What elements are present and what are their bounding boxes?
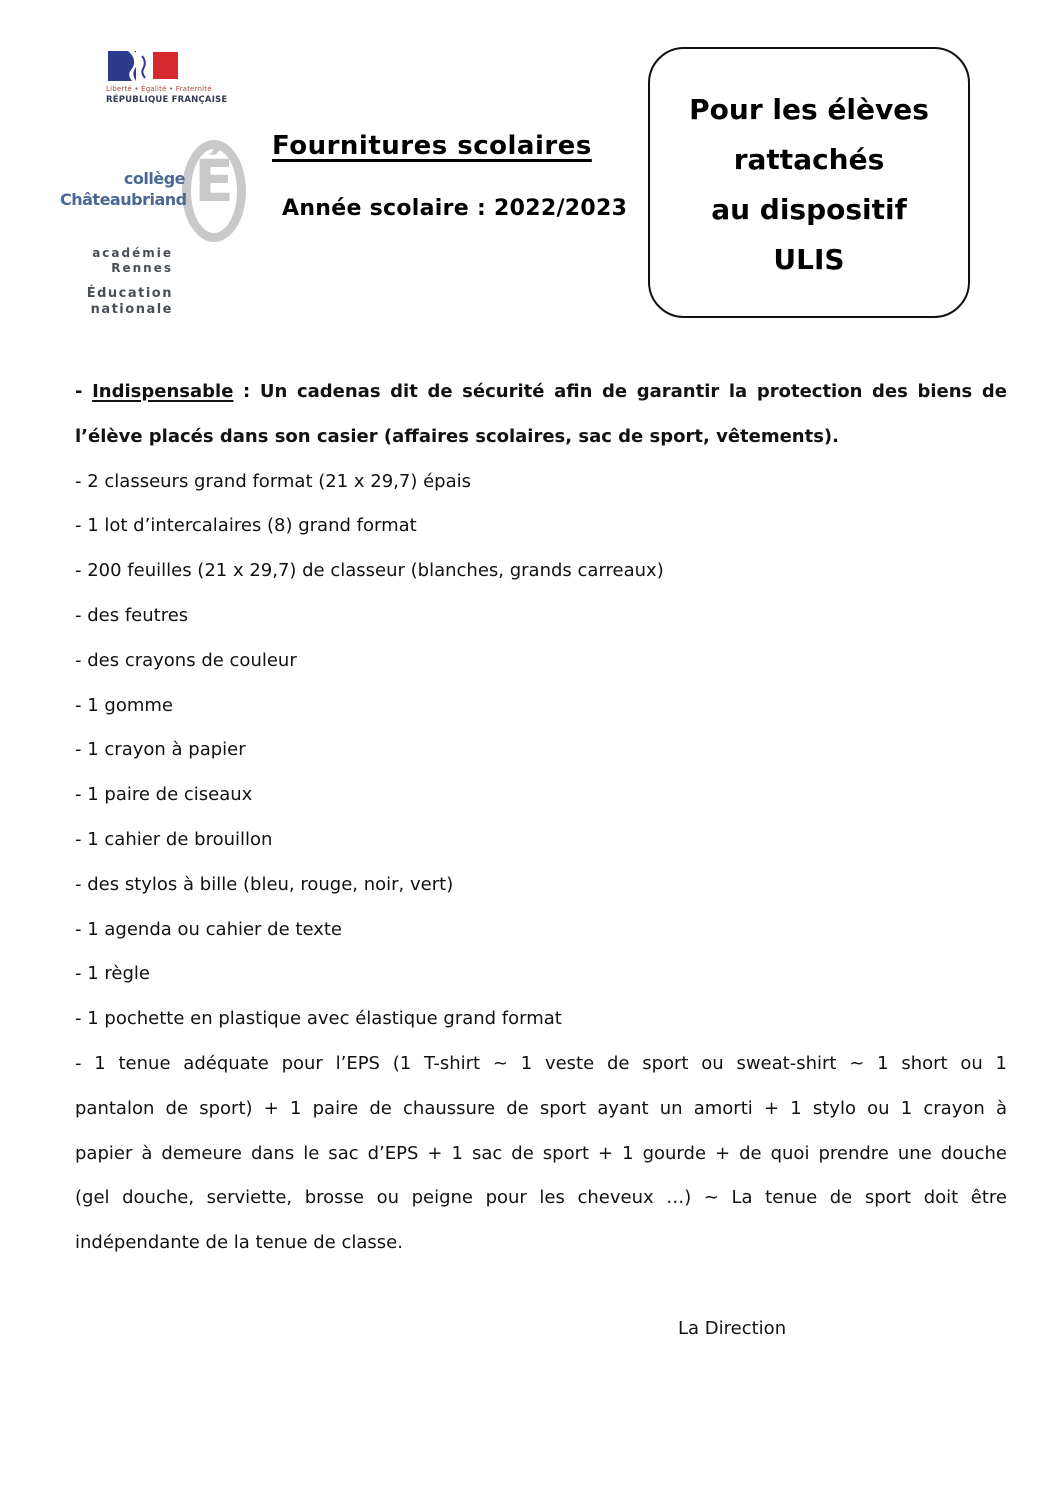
document-title: Fournitures scolaires <box>272 131 592 161</box>
ulis-notice-box <box>648 47 970 318</box>
college-name-line-2: Châteaubriand <box>60 190 187 209</box>
dash-prefix: - <box>75 381 93 402</box>
supply-list-item: - des crayons de couleur <box>75 649 297 671</box>
french-flag-icon <box>106 50 184 83</box>
supply-list-item: - 1 crayon à papier <box>75 739 246 761</box>
supply-list-item: - 1 gomme <box>75 694 173 716</box>
intro-line-2: l’élève placés dans son casier (affaires scolaires, sac de sport, vêtements). <box>75 425 839 447</box>
supply-list-item: - 1 paire de ciseaux <box>75 784 253 806</box>
supply-list-item: - 1 cahier de brouillon <box>75 828 273 850</box>
ulis-box-line-3: au dispositif <box>711 193 907 226</box>
academie-line-1: académie <box>92 246 173 260</box>
intro-keyword: Indispensable <box>92 381 234 402</box>
education-nationale-label <box>60 286 173 318</box>
republique-francaise-logo <box>106 50 228 105</box>
ministry-line-1: Éducation <box>86 286 173 301</box>
intro-line-1-rest: : Un cadenas dit de sécurité afin de garantir la protection des biens de <box>233 381 1007 402</box>
eps-paragraph-line: (gel douche, serviette, brosse ou peigne pour les cheveux …) ~ La tenue de sport doit être <box>75 1187 1007 1209</box>
supplies-list <box>75 370 1007 1266</box>
ulis-box-line-1: Pour les élèves <box>689 93 929 126</box>
supply-list-item: - des stylos à bille (bleu, rouge, noir, vert) <box>75 873 454 895</box>
supply-list-item: - des feutres <box>75 604 189 626</box>
eps-paragraph-line: indépendante de la tenue de classe. <box>75 1232 403 1254</box>
signature: La Direction <box>678 1318 787 1339</box>
eps-paragraph-line: - 1 tenue adéquate pour l’EPS (1 T-shirt ~ 1 veste de sport ou sweat-shirt ~ 1 short ou 1 <box>75 1052 1007 1074</box>
eps-paragraph-line: pantalon de sport) + 1 paire de chaussure de sport ayant un amorti + 1 stylo ou 1 crayon à <box>75 1097 1007 1119</box>
college-chateaubriand-logo <box>60 128 260 328</box>
supply-list-item: - 1 lot d’intercalaires (8) grand format <box>75 515 417 537</box>
academie-rennes-label <box>60 246 173 276</box>
marianne-profile-line <box>142 56 145 78</box>
supply-list-item: - 1 agenda ou cahier de texte <box>75 918 343 940</box>
college-name-line-1: collège <box>123 169 185 188</box>
ulis-box-line-4: ULIS <box>773 243 845 276</box>
school-year-subtitle: Année scolaire : 2022/2023 <box>282 196 628 221</box>
academie-e-watermark-letter: É <box>194 147 234 215</box>
liberte-egalite-fraternite-motto: Liberté • Égalité • Fraternité <box>106 85 212 93</box>
supply-list-item: - 1 règle <box>75 963 150 985</box>
supply-list-item: - 1 pochette en plastique avec élastique grand format <box>75 1008 562 1030</box>
intro-line-1 <box>75 370 1007 415</box>
eps-paragraph-line: papier à demeure dans le sac d’EPS + 1 sac de sport + 1 gourde + de quoi prendre une douche <box>75 1142 1007 1164</box>
ulis-box-line-2: rattachés <box>733 143 885 176</box>
supply-list-item: - 2 classeurs grand format (21 x 29,7) épais <box>75 470 471 492</box>
academie-line-2: Rennes <box>111 261 173 275</box>
college-name <box>60 168 185 210</box>
republique-francaise-label: RÉPUBLIQUE FRANÇAISE <box>106 95 228 105</box>
flag-red-band <box>153 52 178 79</box>
ministry-line-2: nationale <box>90 302 173 317</box>
supply-list-item: - 200 feuilles (21 x 29,7) de classeur (blanches, grands carreaux) <box>75 560 664 582</box>
